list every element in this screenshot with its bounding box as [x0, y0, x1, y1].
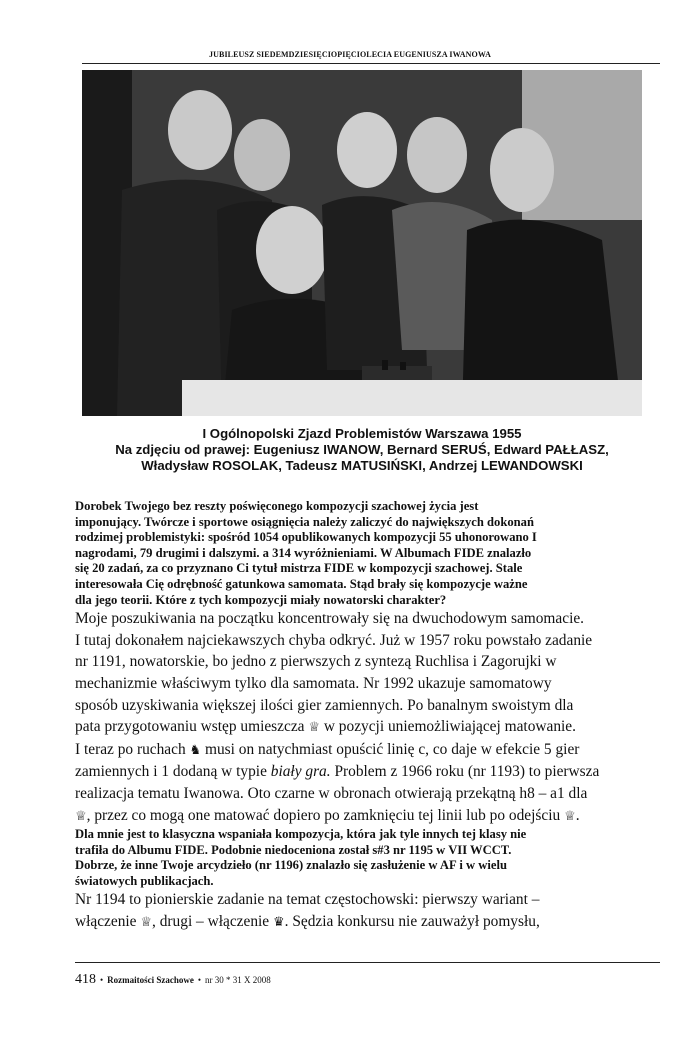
header-rule — [82, 63, 660, 64]
text-segment: pata przygotowaniu wstęp umieszcza — [75, 718, 309, 736]
photo-illustration — [82, 70, 642, 416]
footer-rule — [75, 962, 660, 963]
page-number: 418 — [75, 972, 96, 987]
running-header: JUBILEUSZ SIEDEMDZIESIĘCIOPIĘCIOLECIA EUGENIUSZA IWANOWA — [209, 50, 491, 59]
text-line: światowych publikacjach. — [75, 873, 214, 888]
text-line — [75, 739, 665, 762]
caption-line: Na zdjęciu od prawej: Eugeniusz IWANOW, Bernard SERUŚ, Edward PAŁŁASZ, — [115, 442, 609, 457]
answer-paragraph — [75, 608, 665, 827]
text-segment: I teraz po ruchach — [75, 740, 190, 758]
text-line: Dobrze, że inne Twoje arcydzieło (nr 1196) znalazło się zasłużenie w AF i w wielu — [75, 858, 507, 873]
text-line: Nr 1194 to pionierskie zadanie na temat częstochowski: pierwszy wariant – — [75, 891, 540, 909]
journal-name: Rozmaitości Szachowe — [107, 975, 194, 985]
text-line: nr 1191, nowatorskie, bo jedno z pierwszych z syntezą Ruchlisa i Zagorujki w — [75, 653, 557, 671]
text-line — [75, 805, 665, 828]
question-paragraph — [75, 827, 665, 889]
caption-title: I Ogólnopolski Zjazd Problemistów Warszawa 1955 — [202, 426, 522, 441]
text-line — [75, 761, 665, 783]
text-segment: , przez co mogą one matować dopiero po zamknięciu tej linii lub po odejściu — [86, 806, 565, 824]
text-line: sposób uzyskiwania większej ilości gier zamiennych. Po banalnym swoistym dla — [75, 696, 574, 714]
question-paragraph — [75, 499, 665, 608]
caption-line: Władysław ROSOLAK, Tadeusz MATUSIŃSKI, Andrzej LEWANDOWSKI — [141, 458, 583, 473]
text-segment: . — [575, 806, 580, 824]
black-knight-icon: ♞ — [189, 742, 202, 758]
text-line: realizacja tematu Iwanowa. Oto czarne w obronach otwierają przekątną h8 – a1 dla — [75, 784, 588, 802]
text-line: Moje poszukiwania na początku koncentrowały się na dwuchodowym samomacie. — [75, 610, 585, 628]
text-line — [75, 911, 665, 934]
issue-info: nr 30 * 31 X 2008 — [205, 975, 271, 985]
white-queen-icon: ♕ — [564, 808, 576, 824]
text-segment: zamiennych i 1 dodaną w typie — [75, 763, 271, 781]
answer-paragraph — [75, 889, 665, 933]
footer-separator: • — [100, 975, 104, 985]
article-body — [75, 499, 665, 934]
text-line: interesowała Cię odrębność gatunkowa samomata. Stąd brały się kompozycje ważne — [75, 576, 528, 591]
black-queen-icon: ♛ — [272, 915, 285, 931]
text-line: I tutaj dokonałem najciekawszych chyba odkryć. Już w 1957 roku powstało zadanie — [75, 631, 593, 649]
text-segment: . Sędzia konkursu nie zauważył pomysłu, — [284, 913, 540, 931]
text-segment: , drugi – włączenie — [152, 913, 273, 931]
white-queen-icon: ♕ — [75, 808, 87, 824]
text-line: Dorobek Twojego bez reszty poświęconego kompozycji szachowej życia jest — [75, 499, 479, 513]
text-line: dla jego teorii. Które z tych kompozycji miały nowatorski charakter? — [75, 592, 447, 607]
text-line — [75, 716, 665, 739]
text-line: rodzimej problemistyki: spośród 1054 opublikowanych kompozycji 55 uhonorowano I — [75, 530, 537, 545]
footer-separator: • — [197, 975, 202, 985]
text-segment: włączenie — [75, 913, 141, 931]
page-footer — [75, 970, 271, 988]
text-line: imponujący. Twórcze i sportowe osiągnięcia należy zaliczyć do największych dokonań — [75, 514, 534, 529]
photo-caption — [82, 426, 642, 474]
text-segment: Problem z 1966 roku (nr 1193) to pierwsza — [330, 763, 600, 781]
white-queen-icon: ♕ — [308, 720, 320, 736]
italic-term: biały gra. — [270, 763, 331, 781]
text-line: nagrodami, 79 drugimi i dalszymi. a 314 wyróżnieniami. W Albumach FIDE znalazło — [75, 545, 532, 560]
text-line: mechanizmie właściwym tylko dla samomata. Nr 1992 ukazuje samomatowy — [75, 674, 552, 692]
white-queen-icon: ♕ — [140, 915, 153, 931]
group-photo — [82, 70, 642, 416]
text-line: trafiła do Albumu FIDE. Podobnie niedoceniona został s#3 nr 1195 w VII WCCT. — [75, 842, 512, 857]
text-segment: musi on natychmiast opuścić linię c, co daje w efekcie 5 gier — [201, 740, 580, 758]
text-line: się 20 zadań, za co przyznano Ci tytuł mistrza FIDE w kompozycji szachowej. Stale — [75, 561, 523, 576]
text-segment: w pozycji uniemożliwiającej matowanie. — [320, 718, 576, 736]
text-line: Dla mnie jest to klasyczna wspaniała kompozycja, która jak tyle innych tej klasy nie — [75, 827, 527, 842]
